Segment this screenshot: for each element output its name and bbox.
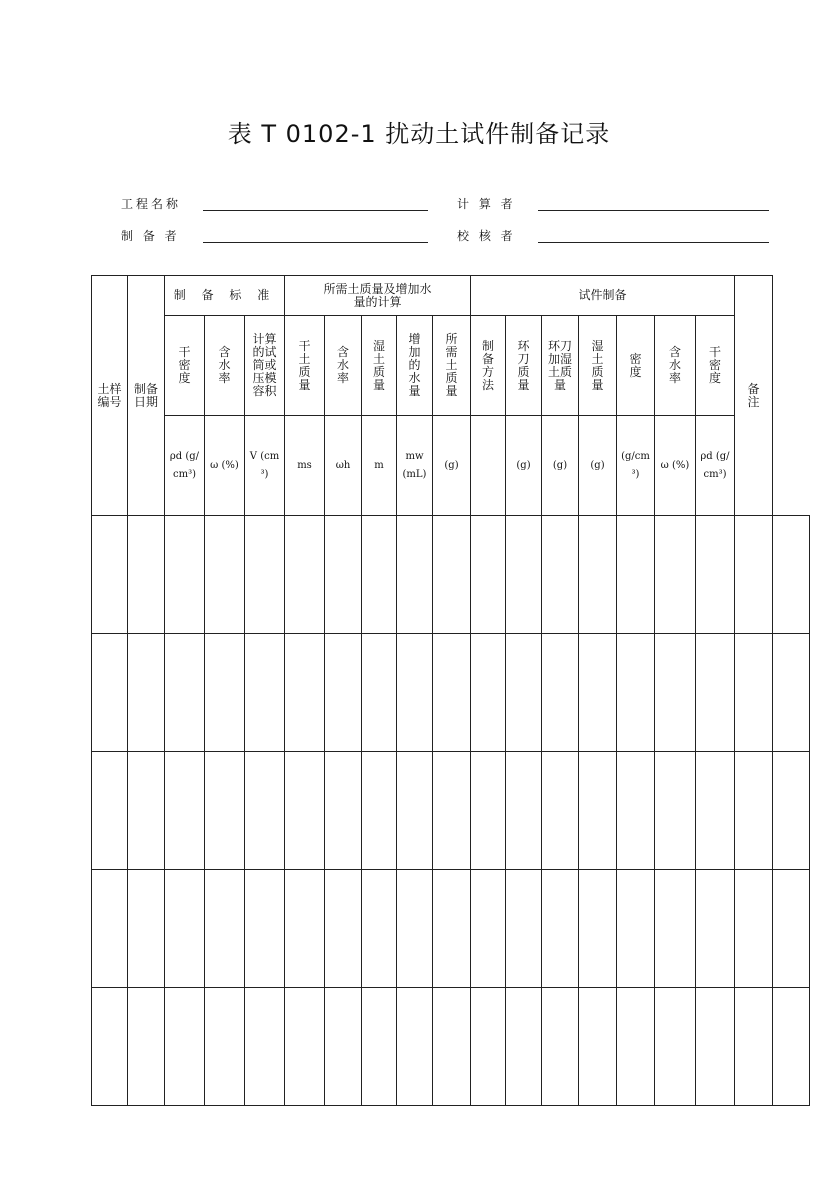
- data-cell[interactable]: [285, 516, 325, 634]
- data-cell[interactable]: [128, 634, 165, 752]
- data-cell[interactable]: [696, 752, 735, 870]
- data-cell[interactable]: [617, 752, 655, 870]
- header-prep-date: 制备日期: [128, 276, 165, 516]
- unit-cell: ρd (g/cm³): [696, 416, 735, 516]
- data-cell[interactable]: [92, 870, 128, 988]
- data-cell[interactable]: [433, 516, 471, 634]
- subheader-cell: 密度: [617, 316, 655, 416]
- data-cell[interactable]: [433, 752, 471, 870]
- unit-cell: (g): [542, 416, 579, 516]
- data-cell[interactable]: [579, 516, 617, 634]
- header-remark: 备注: [735, 276, 773, 516]
- data-cell[interactable]: [542, 870, 579, 988]
- subheader-cell: 干密度: [165, 316, 205, 416]
- data-cell[interactable]: [506, 870, 542, 988]
- data-cell[interactable]: [433, 988, 471, 1106]
- subheader-cell: 计算的试筒或压模容积: [245, 316, 285, 416]
- checker-field[interactable]: [538, 242, 769, 243]
- data-cell[interactable]: [655, 752, 696, 870]
- data-cell[interactable]: [542, 752, 579, 870]
- data-cell[interactable]: [506, 516, 542, 634]
- data-cell[interactable]: [128, 752, 165, 870]
- unit-cell: (g): [579, 416, 617, 516]
- header-sample-id: 土样编号: [92, 276, 128, 516]
- data-cell[interactable]: [579, 988, 617, 1106]
- data-cell[interactable]: [655, 870, 696, 988]
- data-cell[interactable]: [397, 516, 433, 634]
- data-cell[interactable]: [471, 870, 506, 988]
- unit-cell: V (cm³): [245, 416, 285, 516]
- header-group-specimen: 试件制备: [471, 276, 735, 316]
- data-cell[interactable]: [506, 988, 542, 1106]
- calculator-label: 计 算 者: [457, 197, 516, 211]
- data-cell[interactable]: [579, 870, 617, 988]
- data-cell[interactable]: [362, 752, 397, 870]
- table-row: [92, 634, 810, 752]
- subheader-cell: 含水率: [655, 316, 696, 416]
- data-cell[interactable]: [362, 516, 397, 634]
- data-cell[interactable]: [655, 634, 696, 752]
- preparer-field[interactable]: [203, 242, 428, 243]
- data-cell[interactable]: [542, 634, 579, 752]
- data-cell[interactable]: [773, 988, 810, 1106]
- table-row: [92, 870, 810, 988]
- data-cell[interactable]: [471, 752, 506, 870]
- data-cell[interactable]: [655, 516, 696, 634]
- data-cell[interactable]: [205, 752, 245, 870]
- data-cell[interactable]: [245, 870, 285, 988]
- unit-cell: ω (%): [655, 416, 696, 516]
- subheader-cell: 增加的水量: [397, 316, 433, 416]
- data-cell[interactable]: [696, 634, 735, 752]
- subheader-cell: 湿土质量: [362, 316, 397, 416]
- data-cell[interactable]: [397, 634, 433, 752]
- data-cell[interactable]: [433, 634, 471, 752]
- preparer-label: 制 备 者: [121, 229, 180, 243]
- data-cell[interactable]: [696, 870, 735, 988]
- data-cell[interactable]: [165, 870, 205, 988]
- data-cell[interactable]: [285, 870, 325, 988]
- project-name-field[interactable]: [203, 210, 428, 211]
- calculator-field[interactable]: [538, 210, 769, 211]
- subheader-cell: 湿土质量: [579, 316, 617, 416]
- header-group-calculation: 所需土质量及增加水量的计算: [285, 276, 471, 316]
- subheader-cell: 干密度: [696, 316, 735, 416]
- data-cell[interactable]: [205, 988, 245, 1106]
- data-cell[interactable]: [92, 634, 128, 752]
- unit-cell: (g): [506, 416, 542, 516]
- data-cell[interactable]: [433, 870, 471, 988]
- data-cell[interactable]: [92, 752, 128, 870]
- data-cell[interactable]: [325, 634, 362, 752]
- data-cell[interactable]: [165, 634, 205, 752]
- data-cell[interactable]: [735, 988, 773, 1106]
- data-cell[interactable]: [542, 516, 579, 634]
- data-cell[interactable]: [617, 516, 655, 634]
- data-cell[interactable]: [285, 752, 325, 870]
- data-cell[interactable]: [245, 988, 285, 1106]
- data-cell[interactable]: [735, 752, 773, 870]
- data-cell[interactable]: [773, 870, 810, 988]
- unit-cell: ω (%): [205, 416, 245, 516]
- header-group-standard: 制 备 标 准: [165, 276, 285, 316]
- subheader-cell: 环刀加湿土质量: [542, 316, 579, 416]
- data-cell[interactable]: [245, 752, 285, 870]
- data-cell[interactable]: [397, 752, 433, 870]
- data-cell[interactable]: [362, 988, 397, 1106]
- data-cell[interactable]: [397, 988, 433, 1106]
- data-cell[interactable]: [617, 870, 655, 988]
- data-cell[interactable]: [165, 516, 205, 634]
- data-cell[interactable]: [362, 870, 397, 988]
- data-cell[interactable]: [128, 988, 165, 1106]
- data-cell[interactable]: [325, 870, 362, 988]
- data-cell[interactable]: [362, 634, 397, 752]
- data-cell[interactable]: [285, 634, 325, 752]
- data-cell[interactable]: [471, 516, 506, 634]
- data-cell[interactable]: [285, 988, 325, 1106]
- data-cell[interactable]: [165, 752, 205, 870]
- data-cell[interactable]: [325, 988, 362, 1106]
- unit-cell: m: [362, 416, 397, 516]
- data-cell[interactable]: [773, 516, 810, 634]
- unit-cell: (g): [433, 416, 471, 516]
- unit-cell: ms: [285, 416, 325, 516]
- data-cell[interactable]: [579, 752, 617, 870]
- table-row: [92, 752, 810, 870]
- data-cell[interactable]: [205, 516, 245, 634]
- data-cell[interactable]: [506, 752, 542, 870]
- data-cell[interactable]: [696, 516, 735, 634]
- data-cell[interactable]: [471, 988, 506, 1106]
- data-cell[interactable]: [92, 516, 128, 634]
- subheader-cell: 所需土质量: [433, 316, 471, 416]
- unit-cell: (g/cm³): [617, 416, 655, 516]
- data-cell[interactable]: [325, 516, 362, 634]
- subheader-cell: 干土质量: [285, 316, 325, 416]
- table-row: [92, 988, 810, 1106]
- data-cell[interactable]: [471, 634, 506, 752]
- unit-cell: ωh: [325, 416, 362, 516]
- data-cell[interactable]: [92, 988, 128, 1106]
- data-cell[interactable]: [205, 870, 245, 988]
- data-cell[interactable]: [205, 634, 245, 752]
- project-name-label: 工程名称: [121, 197, 182, 211]
- unit-cell: mw (mL): [397, 416, 433, 516]
- unit-cell: [471, 416, 506, 516]
- data-cell[interactable]: [165, 988, 205, 1106]
- data-cell[interactable]: [128, 516, 165, 634]
- data-cell[interactable]: [773, 752, 810, 870]
- subheader-cell: 含水率: [325, 316, 362, 416]
- page-title: 表 T 0102-1 扰动土试件制备记录: [227, 120, 611, 148]
- subheader-cell: 制备方法: [471, 316, 506, 416]
- subheader-cell: 含水率: [205, 316, 245, 416]
- data-cell[interactable]: [617, 634, 655, 752]
- data-cell[interactable]: [696, 988, 735, 1106]
- data-cell[interactable]: [245, 634, 285, 752]
- data-cell[interactable]: [506, 634, 542, 752]
- checker-label: 校 核 者: [457, 229, 516, 243]
- subheader-cell: 环刀质量: [506, 316, 542, 416]
- data-cell[interactable]: [579, 634, 617, 752]
- record-table: [91, 275, 810, 1106]
- data-cell[interactable]: [325, 752, 362, 870]
- data-cell[interactable]: [735, 870, 773, 988]
- data-cell[interactable]: [245, 516, 285, 634]
- data-cell[interactable]: [655, 988, 696, 1106]
- table-row: [92, 516, 810, 634]
- data-cell[interactable]: [735, 634, 773, 752]
- data-cell[interactable]: [617, 988, 655, 1106]
- data-cell[interactable]: [397, 870, 433, 988]
- data-cell[interactable]: [735, 516, 773, 634]
- unit-cell: ρd (g/cm³): [165, 416, 205, 516]
- data-cell[interactable]: [773, 634, 810, 752]
- data-cell[interactable]: [128, 870, 165, 988]
- data-cell[interactable]: [542, 988, 579, 1106]
